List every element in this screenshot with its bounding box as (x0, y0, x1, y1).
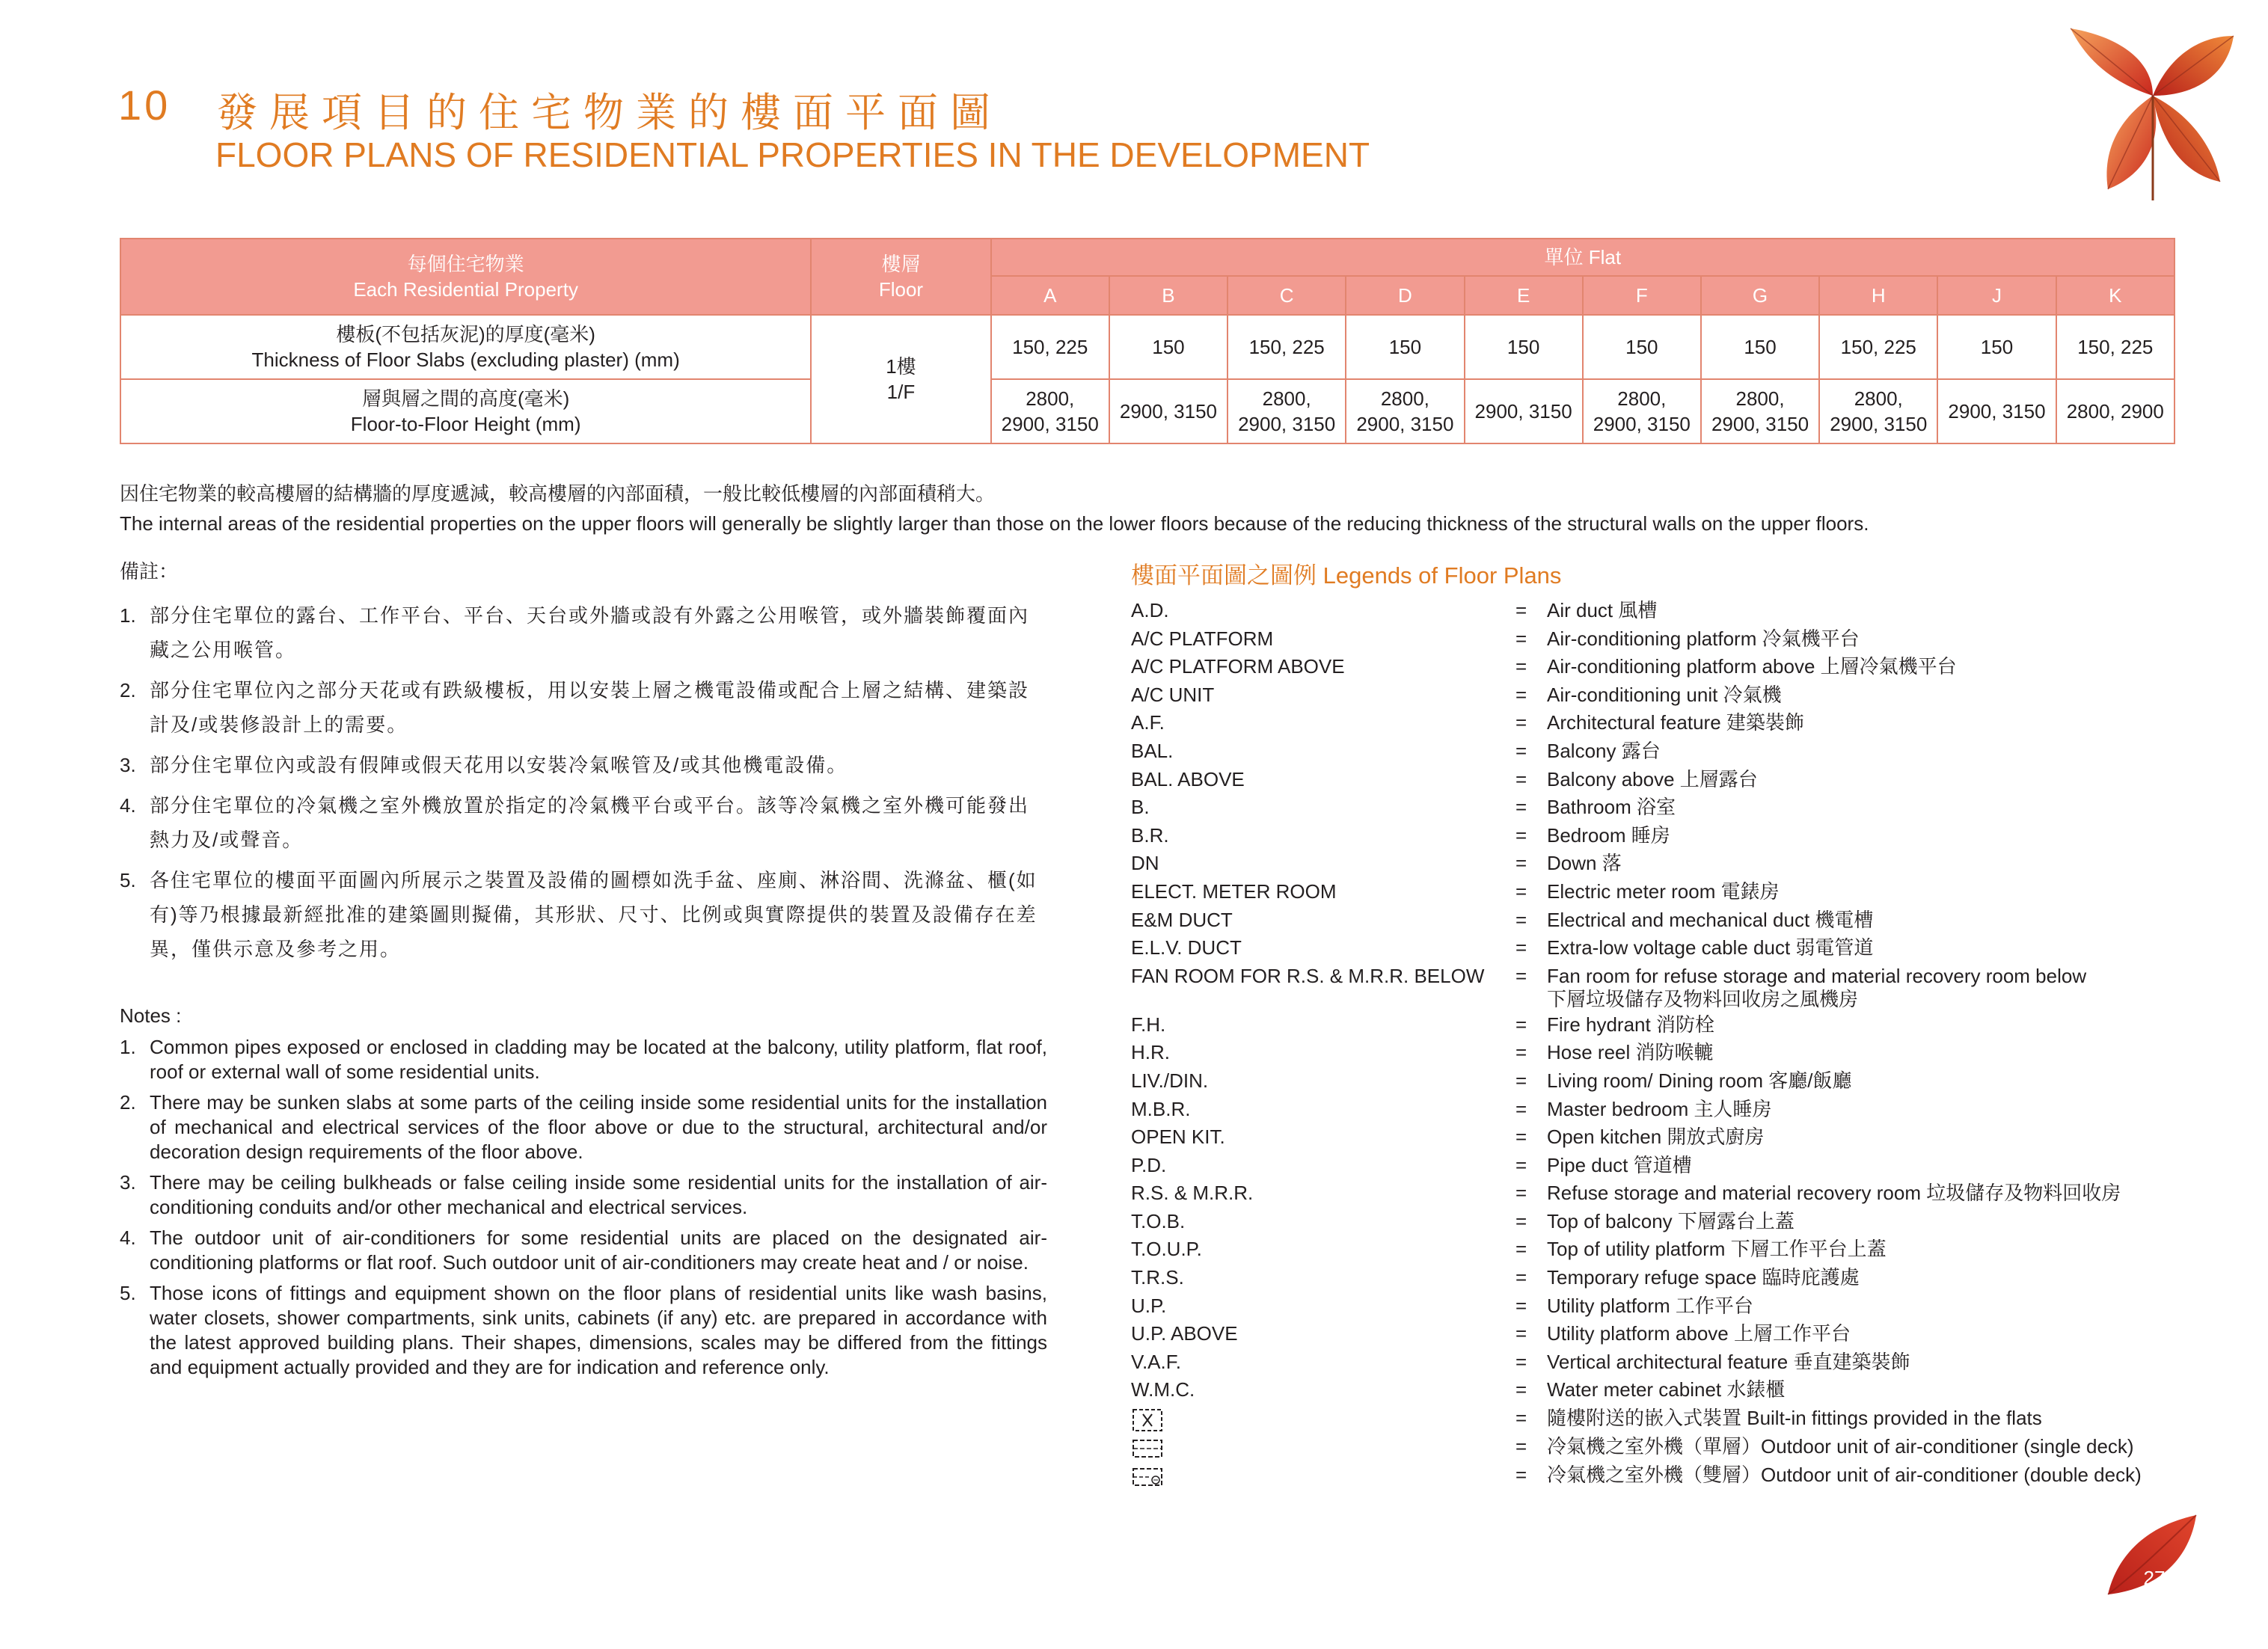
legend-description: Vertical architectural feature 垂直建築裝飾 (1547, 1350, 1910, 1373)
legend-row (1131, 822, 2201, 850)
legend-row (1131, 1039, 2201, 1067)
legend-description: 冷氣機之室外機（雙層）Outdoor unit of air-conditioner (double deck) (1547, 1464, 2142, 1487)
legend-equals: = (1515, 1407, 1527, 1430)
legend-equals: = (1515, 1294, 1527, 1317)
legend-description: Living room/ Dining room 客廳/飯廳 (1547, 1069, 1852, 1092)
legend-description: Hose reel 消防喉轆 (1547, 1041, 1714, 1064)
legend-equals: = (1515, 1153, 1527, 1176)
legend-abbreviation: A/C UNIT (1131, 683, 1215, 706)
legend-abbreviation: E&M DUCT (1131, 908, 1233, 931)
notes-heading-en: Notes : (120, 1004, 182, 1027)
intro-note (120, 479, 2184, 538)
table-cell: 2900, 3150 (1109, 379, 1228, 443)
legend-equals: = (1515, 879, 1527, 903)
floor-header-cell (811, 239, 990, 315)
remarks-list-zh (120, 598, 1047, 966)
page-number: 27 (2143, 1567, 2166, 1589)
legend-description: Temporary refuge space 臨時庇護處 (1547, 1266, 1860, 1289)
table-cell: 150 (1583, 315, 1701, 379)
table-row (120, 315, 2174, 379)
legend-row (1131, 1011, 2201, 1040)
legend-row (1131, 1433, 2201, 1461)
legend-equals: = (1515, 683, 1527, 706)
legend-row (1131, 1292, 2201, 1321)
legend-equals: = (1515, 1041, 1527, 1064)
intro-note-zh: 因住宅物業的較高樓層的結構牆的厚度遞減，較高樓層的內部面積，一般比較低樓層的內部面積稍大。 (120, 482, 996, 505)
legend-row (1131, 1264, 2201, 1292)
legend-abbreviation: FAN ROOM FOR R.S. & M.R.R. BELOW (1131, 964, 1485, 987)
legend-description: Bedroom 睡房 (1547, 823, 1670, 847)
legend-row (1131, 793, 2201, 822)
legend-row (1131, 1179, 2201, 1208)
legend-equals: = (1515, 1322, 1527, 1345)
legend-row (1131, 625, 2201, 654)
legend-equals: = (1515, 796, 1527, 819)
flat-column-header: E (1465, 276, 1583, 315)
legend-row (1131, 597, 2201, 625)
legend-description: Fire hydrant 消防栓 (1547, 1013, 1714, 1036)
legend-description: 冷氣機之室外機（單層）Outdoor unit of air-conditioner (single deck) (1547, 1435, 2134, 1458)
legend-abbreviation: A/C PLATFORM (1131, 627, 1274, 650)
legend-row (1131, 1348, 2201, 1377)
row-label-zh: 樓板(不包括灰泥)的厚度(毫米) (336, 323, 595, 346)
legend-equals: = (1515, 655, 1527, 678)
intro-note-en: The internal areas of the residential properties on the upper floors will generally be slightly larger than those on the lower floors because of the reducing thickness of the structural walls on the upper floors. (120, 512, 1869, 535)
table-cell: 2800, 2900, 3150 (1701, 379, 1819, 443)
legend-row (1131, 766, 2201, 794)
legend-abbreviation: ELECT. METER ROOM (1131, 879, 1337, 903)
floor-plan-legend (1131, 558, 2201, 1490)
row-label-en: Thickness of Floor Slabs (excluding plaster) (mm) (251, 348, 680, 371)
legend-description: Electrical and mechanical duct 機電槽 (1547, 908, 1874, 931)
list-item: 2. There may be sunken slabs at some parts of the ceiling inside some residential units for the installation of mechanical and electrical services of the floor above or due to the structural, architectural and/or decoration design requirements of the floor above. (120, 1091, 1047, 1163)
legend-row (1131, 1320, 2201, 1348)
legend-row (1131, 878, 2201, 906)
legend-row (1131, 1096, 2201, 1124)
legend-description: Architectural feature 建築裝飾 (1547, 711, 1804, 734)
table-cell: 150 (1465, 315, 1583, 379)
legend-abbreviation: H.R. (1131, 1041, 1170, 1064)
legend-row (1131, 1123, 2201, 1152)
legend-equals: = (1515, 1378, 1527, 1401)
legend-abbreviation: B. (1131, 796, 1150, 819)
section-title-english: FLOOR PLANS OF RESIDENTIAL PROPERTIES IN THE DEVELOPMENT (215, 135, 1370, 174)
legend-abbreviation: BAL. (1131, 739, 1174, 762)
table-cell: 150, 225 (2056, 315, 2174, 379)
legend-title: 樓面平面圖之圖例 Legends of Floor Plans (1131, 562, 1562, 589)
list-item: 1. Common pipes exposed or enclosed in cladding may be located at the balcony, utility platform, flat roof, roof or external wall of some residential units. (120, 1036, 1047, 1083)
property-header-cell (120, 239, 811, 315)
remarks-section (120, 556, 1047, 1386)
legend-description: Air duct 風槽 (1547, 599, 1658, 621)
legend-equals: = (1515, 739, 1527, 762)
legend-equals: = (1515, 1209, 1527, 1232)
legend-description: Utility platform 工作平台 (1547, 1294, 1753, 1317)
legend-description: Top of utility platform 下層工作平台上蓋 (1547, 1238, 1887, 1261)
flat-column-header: A (991, 276, 1109, 315)
table-cell: 150 (1346, 315, 1464, 379)
legend-description: Utility platform above 上層工作平台 (1547, 1322, 1851, 1345)
legend-row (1131, 1461, 2201, 1490)
legend-abbreviation: T.O.B. (1131, 1209, 1186, 1232)
table-cell: 2800, 2900 (2056, 379, 2174, 443)
list-item: 2. 部分住宅單位內之部分天花或有跌級樓板，用以安裝上層之機電設備或配合上層之結構、建築設計及/或裝修設計上的需要。 (120, 679, 1030, 736)
floor-value-en: 1/F (886, 381, 916, 403)
table-cell: 150, 225 (1228, 315, 1346, 379)
table-cell: 2900, 3150 (1937, 379, 2056, 443)
legend-row (1131, 962, 2201, 1011)
legend-description: Fan room for refuse storage and material recovery room below 下層垃圾儲存及物料回收房之風機房 (1547, 964, 2087, 1010)
legend-row (1131, 1404, 2201, 1433)
legend-equals: = (1515, 1266, 1527, 1289)
floor-value-zh: 1樓 (886, 355, 916, 378)
legend-abbreviation: BAL. ABOVE (1131, 767, 1245, 790)
flat-column-header: H (1819, 276, 1937, 315)
table-cell: 150 (1937, 315, 2056, 379)
legend-description: Extra-low voltage cable duct 弱電管道 (1547, 936, 1874, 959)
flat-column-header: J (1937, 276, 2056, 315)
legend-description: Refuse storage and material recovery room 垃圾儲存及物料回收房 (1547, 1182, 2121, 1205)
legend-description: Open kitchen 開放式廚房 (1547, 1126, 1765, 1149)
list-item: 4. The outdoor unit of air-conditioners for some residential units are placed on the designated air-conditioning platforms or flat roof. Such outdoor unit of air-conditioners may create heat and / or noise. (120, 1226, 1047, 1274)
legend-abbreviation: LIV./DIN. (1131, 1069, 1209, 1092)
legend-equals: = (1515, 767, 1527, 790)
row-label-en: Floor-to-Floor Height (mm) (350, 413, 581, 435)
ac-single-deck-icon (1131, 1433, 1515, 1461)
list-item: 1. 部分住宅單位的露台、工作平台、平台、天台或外牆或設有外露之公用喉管，或外牆裝飾覆面內藏之公用喉管。 (120, 604, 1030, 661)
legend-description: Air-conditioning unit 冷氣機 (1547, 683, 1782, 706)
legend-abbreviation: T.O.U.P. (1131, 1238, 1202, 1261)
legend-description: Balcony 露台 (1547, 739, 1661, 762)
floor-value-cell (811, 315, 990, 443)
legend-row (1131, 1235, 2201, 1264)
table-cell: 2800, 2900, 3150 (991, 379, 1109, 443)
flat-column-header: D (1346, 276, 1464, 315)
legend-equals: = (1515, 908, 1527, 931)
legend-equals: = (1515, 852, 1527, 875)
property-header-zh: 每個住宅物業 (407, 253, 524, 275)
legend-abbreviation: F.H. (1131, 1013, 1166, 1036)
legend-description: Water meter cabinet 水錶櫃 (1547, 1378, 1786, 1401)
list-item: 5. Those icons of fittings and equipment shown on the floor plans of residential units like wash basins, water closets, shower compartments, sink units, cabinets (if any) etc. are prepared in accordance with the latest approved building plans. Their shapes, dimensions, scales may be differed from the fittings and equipment actually provided and they are for indication and reference only. (120, 1282, 1047, 1378)
flat-column-header: K (2056, 276, 2174, 315)
legend-description: 隨樓附送的嵌入式裝置 Built-in fittings provided in the flats (1547, 1407, 2042, 1430)
legend-description: Pipe duct 管道槽 (1547, 1153, 1692, 1176)
legend-equals: = (1515, 936, 1527, 959)
legend-description: Balcony above 上層露台 (1547, 767, 1758, 790)
legend-equals: = (1515, 964, 1527, 987)
legend-abbreviation: A.F. (1131, 711, 1165, 734)
floor-spec-table (120, 238, 2175, 444)
legend-description: Air-conditioning platform 冷氣機平台 (1547, 627, 1860, 650)
legend-abbreviation: V.A.F. (1131, 1350, 1181, 1373)
flat-header-cell: 單位 Flat (991, 239, 2174, 276)
ac-double-deck-icon (1131, 1461, 1515, 1490)
row-label (120, 379, 811, 443)
legend-abbreviation: A/C PLATFORM ABOVE (1131, 655, 1345, 678)
legend-abbreviation: B.R. (1131, 823, 1169, 847)
legend-description: Down 落 (1547, 852, 1622, 875)
section-title-chinese: 發展項目的住宅物業的樓面平面圖 (217, 90, 1002, 135)
legend-equals: = (1515, 1350, 1527, 1373)
legend-description: Master bedroom 主人睡房 (1547, 1097, 1772, 1120)
table-cell: 150 (1701, 315, 1819, 379)
legend-row (1131, 737, 2201, 766)
list-item: 3. 部分住宅單位內或設有假陣或假天花用以安裝冷氣喉管及/或其他機電設備。 (120, 754, 848, 776)
legend-abbreviation: U.P. ABOVE (1131, 1322, 1238, 1345)
legend-row (1131, 1208, 2201, 1236)
legend-abbreviation: DN (1131, 852, 1159, 875)
legend-description: Electric meter room 電錶房 (1547, 879, 1780, 903)
table-row (120, 379, 2174, 443)
property-header-en: Each Residential Property (353, 278, 578, 301)
table-cell: 2800, 2900, 3150 (1819, 379, 1937, 443)
legend-equals: = (1515, 823, 1527, 847)
table-cell: 2900, 3150 (1465, 379, 1583, 443)
section-number: 10 (118, 82, 171, 129)
legend-equals: = (1515, 1435, 1527, 1458)
row-label-zh: 層與層之間的高度(毫米) (361, 387, 570, 410)
list-item: 4. 部分住宅單位的冷氣機之室外機放置於指定的冷氣機平台或平台。該等冷氣機之室外機可能發出熱力及/或聲音。 (120, 794, 1030, 851)
legend-equals: = (1515, 1464, 1527, 1487)
legend-equals: = (1515, 1069, 1527, 1092)
table-cell: 2800, 2900, 3150 (1346, 379, 1464, 443)
legend-row (1131, 1067, 2201, 1096)
table-cell: 2800, 2900, 3150 (1583, 379, 1701, 443)
legend-description: Air-conditioning platform above 上層冷氣機平台 (1547, 655, 1957, 678)
flat-column-header: B (1109, 276, 1228, 315)
legend-row (1131, 709, 2201, 737)
table-cell: 150 (1109, 315, 1228, 379)
legend-abbreviation: P.D. (1131, 1153, 1167, 1176)
legend-equals: = (1515, 711, 1527, 734)
table-cell: 150, 225 (1819, 315, 1937, 379)
flat-column-header: C (1228, 276, 1346, 315)
builtin-fittings-icon (1131, 1404, 1515, 1433)
legend-equals: = (1515, 1238, 1527, 1261)
legend-equals: = (1515, 1097, 1527, 1120)
notes-list-en (120, 1035, 1047, 1380)
legend-list (1131, 597, 2201, 1490)
legend-description: Bathroom 浴室 (1547, 796, 1676, 819)
legend-abbreviation: OPEN KIT. (1131, 1126, 1225, 1149)
legend-row (1131, 850, 2201, 878)
legend-equals: = (1515, 599, 1527, 621)
table-cell: 2800, 2900, 3150 (1228, 379, 1346, 443)
floor-header-zh: 樓層 (881, 253, 921, 275)
remarks-heading-zh: 備註： (120, 560, 179, 583)
decorative-leaves-icon (2041, 13, 2243, 200)
flat-column-header: G (1701, 276, 1819, 315)
legend-equals: = (1515, 1182, 1527, 1205)
legend-equals: = (1515, 1126, 1527, 1149)
floor-header-en: Floor (878, 278, 924, 301)
legend-row (1131, 934, 2201, 962)
legend-description: Top of balcony 下層露台上蓋 (1547, 1209, 1795, 1232)
legend-row (1131, 1152, 2201, 1180)
legend-equals: = (1515, 1013, 1527, 1036)
legend-abbreviation: E.L.V. DUCT (1131, 936, 1242, 959)
table-cell: 150, 225 (991, 315, 1109, 379)
legend-abbreviation: U.P. (1131, 1294, 1167, 1317)
legend-row (1131, 906, 2201, 935)
legend-row (1131, 681, 2201, 710)
legend-abbreviation: W.M.C. (1131, 1378, 1195, 1401)
legend-abbreviation: R.S. & M.R.R. (1131, 1182, 1254, 1205)
legend-abbreviation: A.D. (1131, 599, 1169, 621)
legend-equals: = (1515, 627, 1527, 650)
legend-abbreviation: T.R.S. (1131, 1266, 1184, 1289)
legend-abbreviation: M.B.R. (1131, 1097, 1191, 1120)
legend-row (1131, 1376, 2201, 1404)
legend-row (1131, 653, 2201, 681)
row-label (120, 315, 811, 379)
list-item: 5. 各住宅單位的樓面平面圖內所展示之裝置及設備的圖標如洗手盆、座廁、淋浴間、洗滌盆、櫃(如有)等乃根據最新經批准的建築圖則擬備，其形狀、尺寸、比例或與實際提供的裝置及設備存在差異，僅供示意及參考之用。 (120, 869, 1038, 960)
flat-column-header: F (1583, 276, 1701, 315)
list-item: 3. There may be ceiling bulkheads or false ceiling inside some residential units for the installation of air-conditioning conduits and/or other mechanical and electrical services. (120, 1171, 1047, 1218)
